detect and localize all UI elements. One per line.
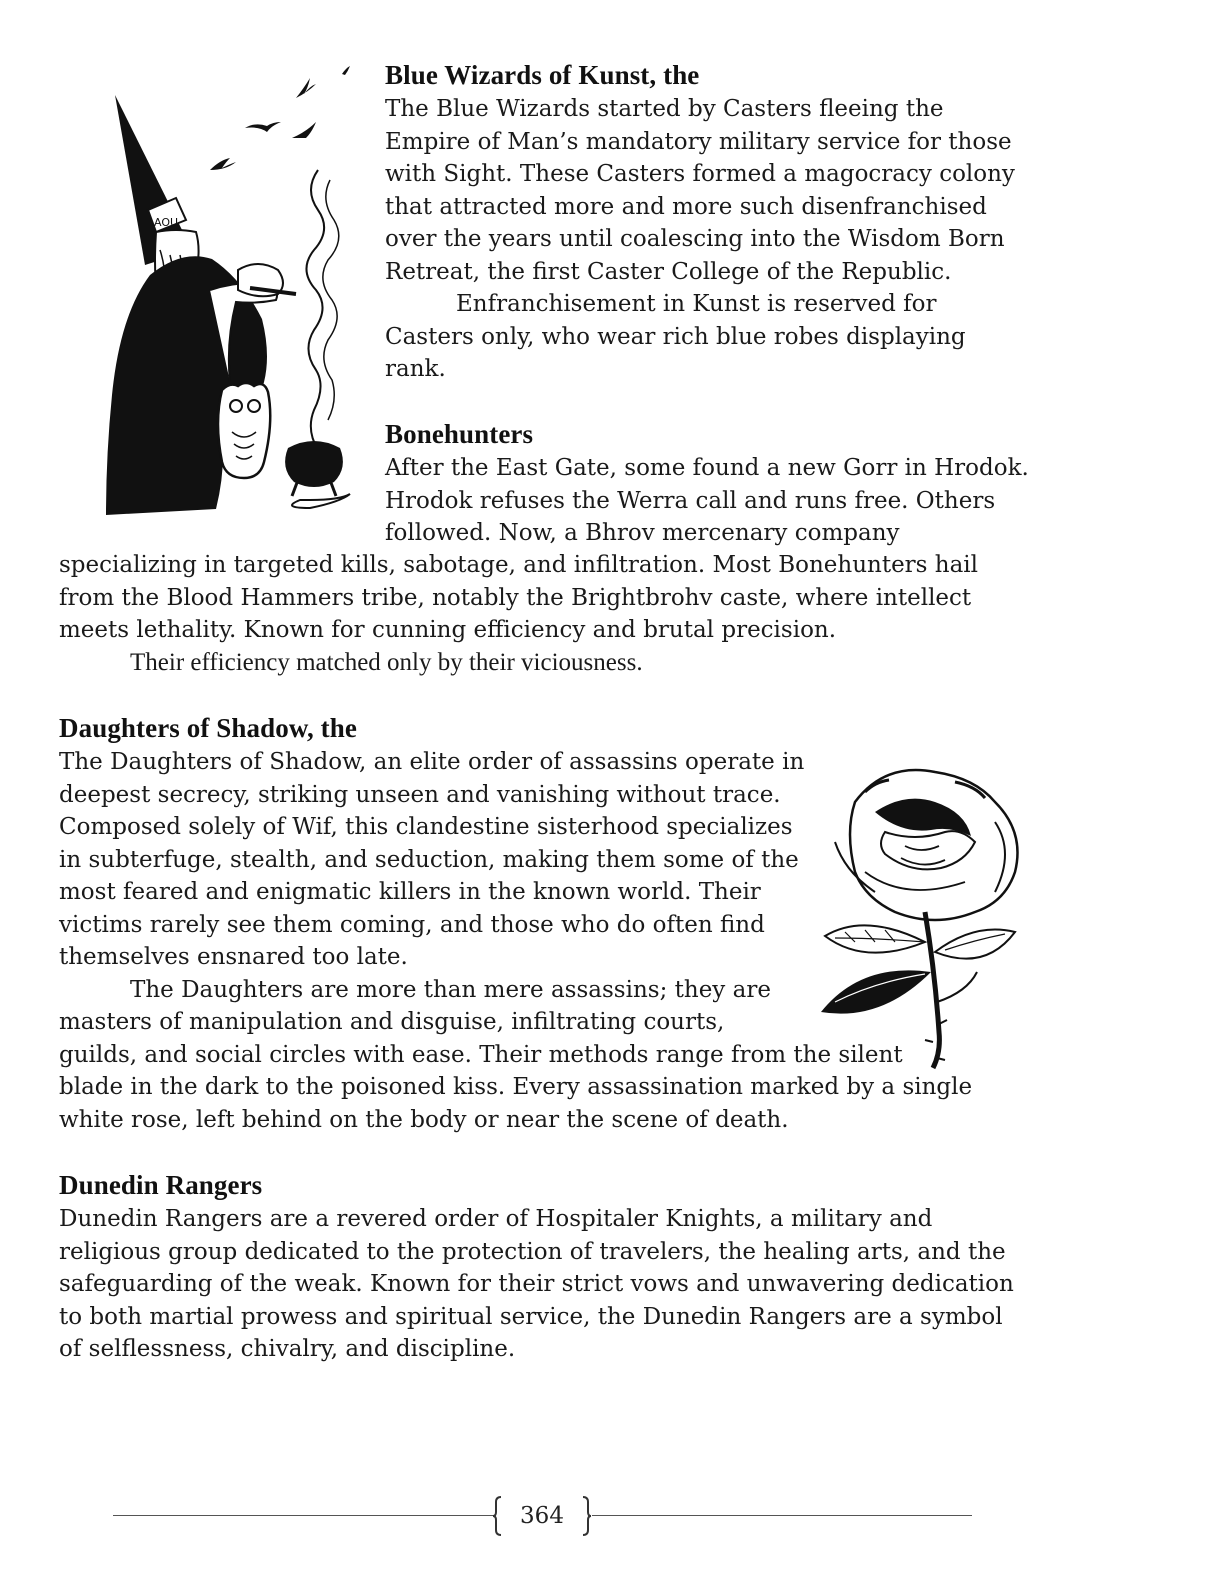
paragraph-line: in subterfuge, stealth, and seduction, making them some of the bbox=[59, 846, 799, 873]
paragraph-line: Dunedin Rangers are a revered order of Hospitaler Knights, a military and bbox=[59, 1206, 933, 1232]
svg-text:AOU: AOU bbox=[154, 216, 179, 229]
paragraph-line: After the East Gate, some found a new Gorr in Hrodok. bbox=[385, 455, 1029, 481]
paragraph-line: that attracted more and more such disenfranchised bbox=[385, 193, 987, 220]
section-heading: Bonehunters bbox=[385, 419, 534, 449]
paragraph-line: Their efficiency matched only by their viciousness. bbox=[130, 648, 643, 676]
paragraph-line: The Blue Wizards started by Casters fleeing the bbox=[385, 96, 944, 122]
footer-rule-right bbox=[592, 1515, 972, 1516]
paragraph-line: Hrodok refuses the Werra call and runs free. Others bbox=[385, 487, 996, 514]
paragraph-line: rank. bbox=[385, 356, 446, 382]
paragraph-line: of selflessness, chivalry, and discipline. bbox=[59, 1336, 516, 1362]
paragraph-line: Composed solely of Wif, this clandestine sisterhood specializes bbox=[59, 814, 793, 840]
paragraph-line: Retreat, the first Caster College of the Republic. bbox=[385, 258, 952, 285]
section-heading: Dunedin Rangers bbox=[59, 1170, 263, 1200]
section-heading: Blue Wizards of Kunst, the bbox=[385, 60, 700, 90]
paragraph-line: blade in the dark to the poisoned kiss. Every assassination marked by a single bbox=[59, 1074, 973, 1100]
section-bonehunters bbox=[385, 419, 1065, 550]
paragraph-line: with Sight. These Casters formed a magocracy colony bbox=[385, 161, 1015, 187]
paragraph-line: Enfranchisement in Kunst is reserved for bbox=[456, 291, 937, 317]
paragraph-line: meets lethality. Known for cunning efficiency and brutal precision. bbox=[59, 617, 837, 643]
paragraph-line: specializing in targeted kills, sabotage, and infiltration. Most Bonehunters hail bbox=[59, 552, 979, 578]
rose-illustration bbox=[805, 762, 1030, 1072]
paragraph-line: religious group dedicated to the protection of travelers, the healing arts, and the bbox=[59, 1238, 1006, 1265]
paragraph-line: most feared and enigmatic killers in the known world. Their bbox=[59, 879, 761, 905]
paragraph-line: masters of manipulation and disguise, infiltrating courts, bbox=[59, 1009, 725, 1035]
section-blue-wizards bbox=[385, 60, 1045, 386]
paragraph-line: over the years until coalescing into the Wisdom Born bbox=[385, 226, 1005, 252]
paragraph-line: followed. Now, a Bhrov mercenary company bbox=[385, 520, 900, 546]
paragraph-line: The Daughters of Shadow, an elite order of assassins operate in bbox=[59, 749, 805, 775]
section-bonehunters-continued bbox=[59, 549, 1059, 679]
section-heading: Daughters of Shadow, the bbox=[59, 713, 357, 743]
right-brace-icon bbox=[582, 1496, 592, 1536]
paragraph-line: to both martial prowess and spiritual service, the Dunedin Rangers are a symbol bbox=[59, 1303, 1003, 1330]
section-dunedin-rangers bbox=[59, 1170, 1059, 1366]
paragraph-line: safeguarding of the weak. Known for their strict vows and unwavering dedication bbox=[59, 1271, 1014, 1297]
paragraph-line: Empire of Man’s mandatory military service for those bbox=[385, 128, 1012, 155]
paragraph-line: themselves ensnared too late. bbox=[59, 944, 408, 970]
footer-rule-left bbox=[113, 1515, 493, 1516]
paragraph-line: guilds, and social circles with ease. Their methods range from the silent bbox=[59, 1041, 903, 1068]
wizard-illustration bbox=[60, 60, 370, 525]
page-number: 364 bbox=[520, 1503, 564, 1529]
paragraph-line: Casters only, who wear rich blue robes displaying bbox=[385, 323, 966, 350]
paragraph-line: from the Blood Hammers tribe, notably the Brightbrohv caste, where intellect bbox=[59, 584, 972, 611]
paragraph-line: victims rarely see them coming, and those who do often find bbox=[59, 911, 765, 938]
paragraph-line: white rose, left behind on the body or near the scene of death. bbox=[59, 1106, 789, 1133]
paragraph-line: deepest secrecy, striking unseen and vanishing without trace. bbox=[59, 781, 781, 808]
paragraph-line: The Daughters are more than mere assassins; they are bbox=[130, 976, 771, 1003]
